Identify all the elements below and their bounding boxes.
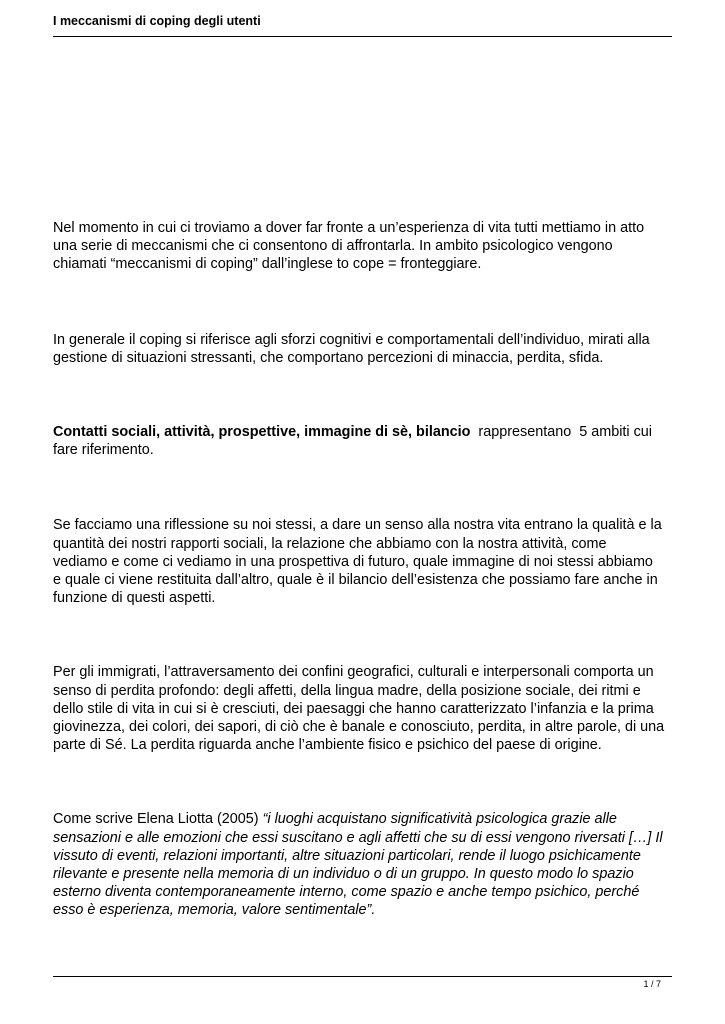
quote-line: vissuto di eventi, relazioni importanti, altre situazioni particolari, rende il luogo psichicamente <box>53 847 641 864</box>
page-footer <box>53 976 672 989</box>
text-line: In generale il coping si riferisce agli sforzi cognitivi e comportamentali dell’individuo, mirati alla <box>53 331 650 348</box>
text-line <box>53 810 677 828</box>
text-line <box>53 423 677 441</box>
text-line: chiamati “meccanismi di coping” dall’inglese to cope = fronteggiare. <box>53 256 482 273</box>
text-line: e quale ci viene restituita dall’altro, quale è il bilancio dell’esistenza che possiamo fare anche in <box>53 572 658 589</box>
paragraph-self-reflection <box>53 516 677 607</box>
text-line: Nel momento in cui ci troviamo a dover far fronte a un’esperienza di vita tutti mettiamo in atto <box>53 220 645 236</box>
text-line: giovinezza, dei colori, dei sapori, di ciò che è banale e conosciuto, perdita, in altre parole, di una <box>53 719 665 736</box>
text-line: una serie di meccanismi che ci consentono di affrontarla. In ambito psicologico vengono <box>53 238 613 255</box>
document-title: I meccanismi di coping degli utenti <box>53 14 261 28</box>
text-line: vediamo e come ci vediamo in una prospettiva di futuro, quale immagine di noi stessi abbiamo <box>53 553 653 570</box>
quote-line: sensazioni e alle emozioni che essi suscitano e agli affetti che su di essi vengono riversati […] Il <box>53 829 663 846</box>
paragraph-liotta-quote <box>53 810 677 919</box>
text-span: rappresentano 5 ambiti cui <box>470 424 653 441</box>
page-number: 1 / 7 <box>643 979 661 989</box>
citation-intro: Come scrive Elena Liotta (2005) <box>53 811 263 828</box>
quote-line: rilevante e presente nella memoria di un individuo o di un gruppo. In questo modo lo spazio <box>53 866 634 883</box>
text-line: senso di perdita profondo: degli affetti, della lingua madre, della posizione sociale, dei ritmi e <box>53 682 641 699</box>
quote-text: “i luoghi acquistano significatività psicologica grazie alle <box>262 811 617 828</box>
document-body <box>53 219 677 920</box>
text-line: dello stile di vita in cui si è cresciuti, dei paesaggi che hanno caratterizzato l’infanzia e la prima <box>53 700 654 717</box>
page-header <box>53 12 672 37</box>
quote-line: esterno diventa contemporaneamente interno, come spazio e anche tempo psichico, perché <box>53 884 640 901</box>
text-line: funzione di questi aspetti. <box>53 590 216 607</box>
bold-areas-list: Contatti sociali, attività, prospettive, immagine di sè, bilancio <box>53 424 471 441</box>
text-line: parte di Sé. La perdita riguarda anche l’ambiente fisico e psichico del paese di origine. <box>53 737 602 754</box>
paragraph-five-areas <box>53 423 677 459</box>
text-line: fare riferimento. <box>53 442 154 459</box>
text-line: Per gli immigrati, l’attraversamento dei confini geografici, culturali e interpersonali comporta un <box>53 664 654 681</box>
paragraph-immigrants <box>53 663 677 754</box>
text-line: Se facciamo una riflessione su noi stessi, a dare un senso alla nostra vita entrano la qualità e la <box>53 517 662 534</box>
quote-line: esso è esperienza, memoria, valore sentimentale”. <box>53 902 376 919</box>
text-line: gestione di situazioni stressanti, che comportano percezioni di minaccia, perdita, sfida. <box>53 349 604 366</box>
paragraph-coping-general <box>53 331 677 367</box>
text-line: quantità dei nostri rapporti sociali, la relazione che abbiamo con la nostra attività, come <box>53 535 607 552</box>
paragraph-coping-definition <box>53 219 677 274</box>
